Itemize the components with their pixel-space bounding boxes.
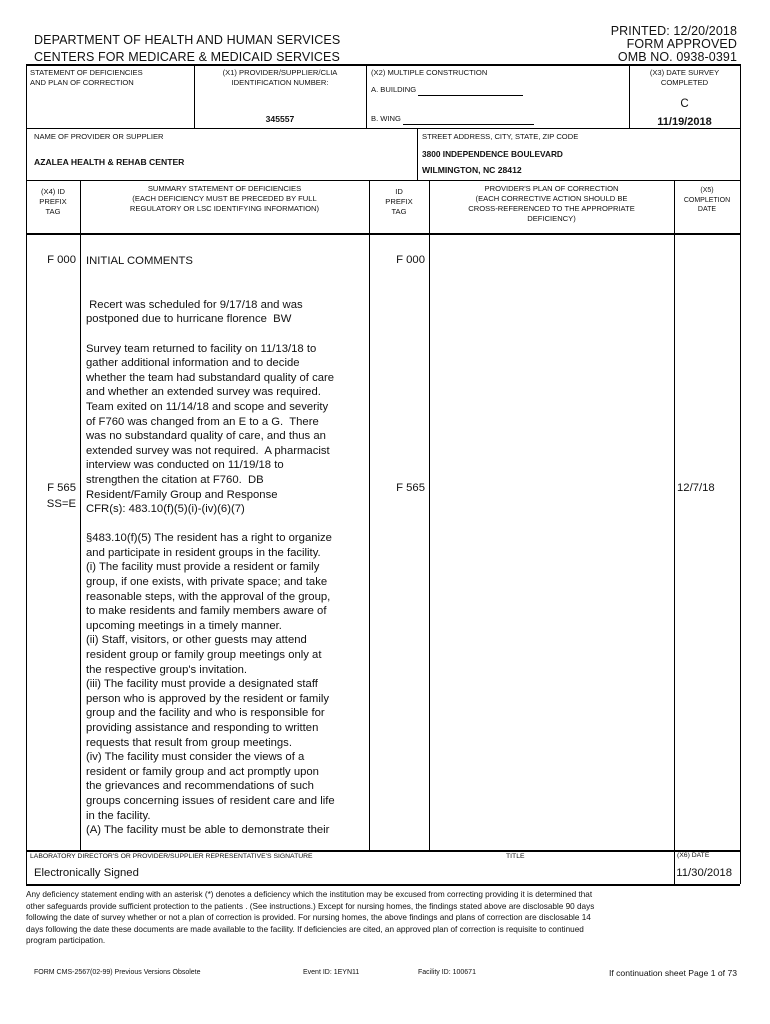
summary-line: group and the facility and who is responsible for xyxy=(86,707,325,720)
summary-line: resident or family group and act promptly upon xyxy=(86,765,319,778)
summary-line: providing assistance and responding to written xyxy=(86,722,319,734)
summary-line: resident group or family group meetings only at xyxy=(86,649,322,662)
column-divider xyxy=(369,180,370,850)
signature-divider xyxy=(674,850,675,884)
summary-line: and whether an extended survey was required. xyxy=(86,386,321,399)
disclaimer: Any deficiency statement ending with an asterisk (*) denotes a deficiency which the institution may be excused from correcting providing it is determined that other safeguards provide sufficient protection to the patients . (See instructions.) Except for nursing homes, the findings stated above are disclosable 90 days following the date of survey whether or not a plan of correction is provided. For nursing homes, the above findings and plans of correction are disclosable 14 days following the date these documents are made available to the facility. If deficiencies are cited, an approved plan of correction is requisite to continued program participation. xyxy=(26,890,595,946)
summary-line xyxy=(86,517,348,532)
summary-statement-text xyxy=(86,254,348,838)
x1-label: (X1) PROVIDER/SUPPLIER/CLIA IDENTIFICATION NUMBER: xyxy=(222,68,338,87)
f000-tag-right: F 000 xyxy=(396,254,425,266)
summary-line: Recert was scheduled for 9/17/18 and was xyxy=(86,298,303,311)
summary-line: requests that result from group meetings. xyxy=(86,736,292,749)
survey-completed-date: 11/19/2018 xyxy=(657,116,712,128)
form-right-border xyxy=(740,64,741,884)
form-divider xyxy=(417,128,418,180)
column-divider xyxy=(80,180,81,850)
summary-line: to make residents and family members aware of xyxy=(86,605,327,618)
x3-label: (X3) DATE SURVEY COMPLETED xyxy=(649,68,720,87)
summary-line xyxy=(86,283,348,298)
summary-line: person who is approved by the resident or family xyxy=(86,692,330,705)
summary-line: §483.10(f)(5) The resident has a right to organize xyxy=(86,532,332,545)
signature-label: LABORATORY DIRECTOR'S OR PROVIDER/SUPPLIER REPRESENTATIVE'S SIGNATURE xyxy=(30,853,313,860)
signature-bottom-rule xyxy=(26,884,740,886)
f565-scope-severity: SS=E xyxy=(46,498,76,510)
summary-line: groups concerning issues of resident care and life xyxy=(86,794,335,807)
summary-line xyxy=(86,327,348,342)
summary-line: INITIAL COMMENTS xyxy=(86,255,193,267)
summary-line: (ii) Staff, visitors, or other guests may attend xyxy=(86,634,307,647)
page-indicator: If continuation sheet Page 1 of 73 xyxy=(608,968,737,978)
form-top-border xyxy=(26,64,740,66)
signature-date: 11/30/2018 xyxy=(676,867,732,879)
summary-line: was no substandard quality of care, and thus an xyxy=(86,430,326,443)
x5-column-header: (X5) COMPLETION DATE xyxy=(683,187,731,213)
street-address: 3800 INDEPENDENCE BOULEVARD xyxy=(422,149,563,159)
summary-column-header: SUMMARY STATEMENT OF DEFICIENCIES (EACH DEFICIENCY MUST BE PRECEDED BY FULL REGULATORY OR LSC IDENTIFYING INFORMATION) xyxy=(129,184,320,213)
form-divider xyxy=(366,64,367,128)
summary-line: (i) The facility must provide a resident or family xyxy=(86,561,320,574)
centers-title: CENTERS FOR MEDICARE & MEDICAID SERVICES xyxy=(34,50,340,64)
signature-value: Electronically Signed xyxy=(34,867,139,879)
summary-line: group, if one exists, with private space; and take xyxy=(86,576,328,589)
summary-line xyxy=(86,269,348,284)
wing-blank xyxy=(403,114,534,125)
survey-type-code: C xyxy=(680,98,689,110)
summary-line: extended survey was not required. A pharmacist xyxy=(86,444,330,457)
event-id: Event ID: 1EYN11 xyxy=(303,969,360,976)
building-label: A. BUILDING xyxy=(371,85,523,96)
provider-name: AZALEA HEALTH & REHAB CENTER xyxy=(34,157,185,167)
summary-line: the respective group's invitation. xyxy=(86,663,248,676)
summary-line: strengthen the citation at F760. DB xyxy=(86,473,264,486)
summary-line: postponed due to hurricane florence BW xyxy=(86,313,292,326)
provider-name-label: NAME OF PROVIDER OR SUPPLIER xyxy=(34,132,164,141)
column-divider xyxy=(674,180,675,850)
city-state-zip: WILMINGTON, NC 28412 xyxy=(422,165,522,175)
x6-date-label: (X6) DATE xyxy=(677,852,710,859)
summary-line: gather additional information and to decide xyxy=(86,357,300,370)
summary-line: (iv) The facility must consider the views of a xyxy=(86,751,305,764)
address-label: STREET ADDRESS, CITY, STATE, ZIP CODE xyxy=(422,132,579,141)
body-bottom-rule xyxy=(26,850,740,852)
plan-column-header: PROVIDER'S PLAN OF CORRECTION (EACH CORRECTIVE ACTION SHOULD BE CROSS-REFERENCED TO THE APPROPRIATE DEFICIENCY) xyxy=(468,184,635,223)
id-column-header: ID PREFIX TAG xyxy=(385,187,413,216)
summary-line: of F760 was changed from an E to a G. There xyxy=(86,415,319,428)
summary-line: (iii) The facility must provide a designated staff xyxy=(86,678,318,691)
summary-line: upcoming meetings in a timely manner. xyxy=(86,619,282,632)
summary-line: and participate in resident groups in the facility. xyxy=(86,546,321,559)
statement-label: STATEMENT OF DEFICIENCIES AND PLAN OF CORRECTION xyxy=(30,68,143,87)
f565-tag-left: F 565 xyxy=(47,482,76,494)
form-rule xyxy=(26,128,740,129)
form-number: FORM CMS-2567(02-99) Previous Versions Obsolete xyxy=(34,969,201,976)
f000-tag-left: F 000 xyxy=(47,254,76,266)
summary-line: Team exited on 11/14/18 and scope and severity xyxy=(86,400,329,413)
omb-number: OMB NO. 0938-0391 xyxy=(617,50,737,64)
form-approved: FORM APPROVED xyxy=(626,37,737,51)
title-label: TITLE xyxy=(506,853,525,860)
summary-line: the grievances and recommendations of such xyxy=(86,780,314,793)
wing-label: B. WING xyxy=(371,114,534,125)
column-divider xyxy=(429,180,430,850)
department-title: DEPARTMENT OF HEALTH AND HUMAN SERVICES xyxy=(34,33,341,47)
summary-line: (A) The facility must be able to demonstrate their xyxy=(86,824,330,837)
f565-completion-date: 12/7/18 xyxy=(677,482,715,494)
provider-id-number: 345557 xyxy=(265,114,295,124)
building-blank xyxy=(418,85,523,96)
summary-line: Survey team returned to facility on 11/13/18 to xyxy=(86,342,317,355)
x4-column-header: (X4) ID PREFIX TAG xyxy=(39,187,67,216)
summary-line: reasonable steps, with the approval of the group, xyxy=(86,590,331,603)
facility-id: Facility ID: 100671 xyxy=(418,969,476,976)
form-rule xyxy=(26,180,740,181)
f565-tag-right: F 565 xyxy=(396,482,425,494)
summary-line: CFR(s): 483.10(f)(5)(i)-(iv)(6)(7) xyxy=(86,503,245,516)
x2-label: (X2) MULTIPLE CONSTRUCTION xyxy=(371,68,488,77)
summary-line: whether the team had substandard quality of care xyxy=(86,371,335,384)
summary-line: in the facility. xyxy=(86,809,151,822)
summary-line: interview was conducted on 11/19/18 to xyxy=(86,459,284,472)
column-header-rule xyxy=(26,233,740,235)
printed-date: PRINTED: 12/20/2018 xyxy=(610,24,737,38)
summary-line: Resident/Family Group and Response xyxy=(86,488,278,501)
